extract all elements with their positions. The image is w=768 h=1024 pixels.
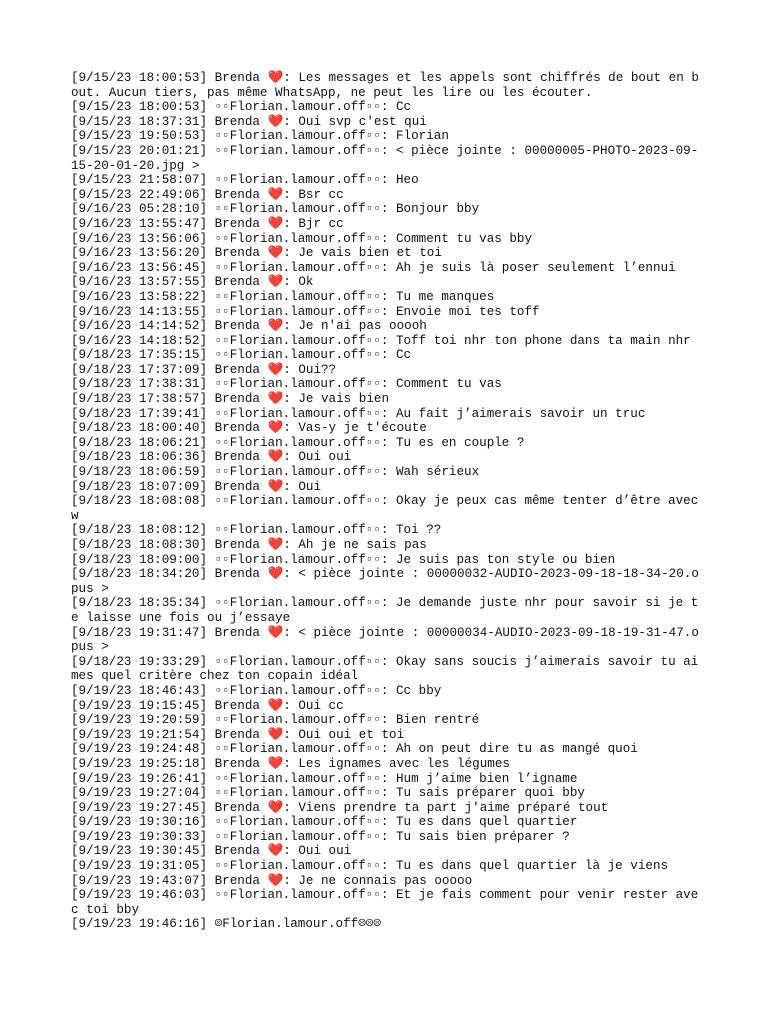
message-text: Oui svp c'est qui [298,114,427,129]
message-sender: ▫▫Florian.lamour.off▫▫ [214,202,381,217]
message-timestamp: [9/19/23 19:30:33] [71,829,208,844]
message-text: Tu me manques [396,289,495,304]
message-text: Okay sans soucis j’aimerais savoir tu aimes quel critère chez ton copain idéal [71,654,699,684]
message-line [71,815,701,830]
message-line [71,246,701,261]
message-timestamp: [9/19/23 18:46:43] [71,683,208,698]
message-text: Tu es dans quel quartier [396,815,578,830]
sender-separator: : [380,406,396,421]
message-sender: Brenda ❤️ [214,275,284,290]
message-line [71,202,701,217]
message-text: Ah je ne sais pas [298,538,427,552]
sender-separator: : [283,727,299,742]
message-text: Bonjour bby [396,202,480,217]
sender-separator: : [283,187,299,202]
sender-separator: : [380,465,396,480]
message-line [71,494,706,523]
message-line [71,363,701,378]
message-sender: ▫▫Florian.lamour.off▫▫ [214,771,381,786]
sender-separator: : [380,289,396,304]
message-timestamp: [9/18/23 18:06:21] [71,435,208,450]
message-line [71,801,701,816]
message-sender: Brenda ❤️ [214,216,284,231]
message-timestamp: [9/16/23 13:57:55] [71,275,208,290]
message-text: Wah sérieux [396,465,480,480]
message-line [71,772,701,787]
message-sender: Brenda ❤️ [214,71,284,85]
message-line [71,436,701,451]
message-text: Tu es en couple ? [396,435,525,450]
message-sender: ▫▫Florian.lamour.off▫▫ [214,406,381,421]
message-timestamp: [9/19/23 19:21:54] [71,727,208,742]
sender-separator: : [380,888,396,903]
sender-separator: : [380,786,396,801]
message-sender: ▫▫Florian.lamour.off▫▫ [214,143,381,158]
message-text: Cc [396,348,412,363]
sender-separator: : [283,71,299,85]
message-timestamp: [9/19/23 19:31:05] [71,859,208,874]
sender-separator: : [380,552,396,567]
message-timestamp: [9/18/23 18:34:20] [71,567,208,582]
message-sender: Brenda ❤️ [214,567,284,582]
message-text: Je vais bien [298,392,390,407]
message-line [71,713,701,728]
message-timestamp: [9/16/23 13:56:06] [71,231,208,246]
sender-separator: : [283,216,299,231]
sender-separator: : [283,479,299,494]
message-text: Oui oui et toi [298,727,405,742]
message-timestamp: [9/16/23 05:28:10] [71,202,208,217]
message-text: Bien rentré [396,713,480,728]
sender-separator: : [380,333,396,348]
message-timestamp: [9/18/23 18:00:40] [71,421,208,436]
sender-separator: : [380,523,396,538]
message-sender: ▫▫Florian.lamour.off▫▫ [214,683,381,698]
message-timestamp: [9/19/23 19:25:18] [71,756,208,771]
message-sender: Brenda ❤️ [214,800,284,815]
message-line [71,334,701,349]
message-line [71,553,701,568]
message-text: < pièce jointe : 00000034-AUDIO-2023-09-18-19-31-47.opus > [71,625,699,655]
message-text: Florian [396,129,449,144]
message-text: < pièce jointe : 00000005-PHOTO-2023-09-15-20-01-20.jpg > [71,143,699,173]
message-timestamp: [9/18/23 18:07:09] [71,479,208,494]
message-text: Oui [298,479,322,494]
message-timestamp: [9/19/23 19:26:41] [71,771,208,786]
message-text: Ok [298,275,314,290]
message-text: Envoie moi tes toff [396,304,540,319]
sender-separator: : [283,450,299,465]
sender-separator: : [283,246,299,261]
message-text: Comment tu vas bby [396,231,533,246]
sender-separator: : [380,713,396,728]
message-text: < pièce jointe : 00000032-AUDIO-2023-09-18-18-34-20.opus > [71,567,699,596]
sender-separator: : [283,698,299,713]
message-line [71,407,701,422]
message-text: Okay je peux cas même tenter d’être avec w [71,494,706,523]
message-sender: ▫▫Florian.lamour.off▫▫ [214,829,381,844]
message-sender: ▫▫Florian.lamour.off▫▫ [214,348,381,363]
message-timestamp: [9/16/23 13:55:47] [71,216,208,231]
message-text: Toi ?? [396,523,442,538]
message-timestamp: [9/15/23 20:01:21] [71,143,208,158]
message-text: Tu es dans quel quartier là je viens [396,859,669,874]
message-sender: ▫▫Florian.lamour.off▫▫ [214,654,381,669]
message-timestamp: [9/18/23 17:38:57] [71,392,208,407]
message-text: Oui oui [298,450,352,465]
message-sender: Brenda ❤️ [214,727,284,742]
message-timestamp: [9/19/23 19:24:48] [71,742,208,757]
sender-separator: : [283,625,299,640]
message-text: Tu sais bien préparer ? [396,829,570,844]
sender-separator: : [283,275,299,290]
message-timestamp: [9/19/23 19:27:45] [71,800,208,815]
message-sender: ☹Florian.lamour.off☹☹☹ [214,917,381,932]
sender-separator: : [380,494,396,509]
message-sender: ▫▫Florian.lamour.off▫▫ [214,173,381,188]
message-timestamp: [9/18/23 18:35:34] [71,596,208,611]
message-line [71,480,701,495]
sender-separator: : [380,304,396,319]
message-line [71,465,701,480]
message-text: Oui cc [298,698,344,713]
message-text: Je suis pas ton style ou bien [396,552,616,567]
message-line [71,917,701,932]
message-timestamp: [9/19/23 19:20:59] [71,713,208,728]
message-text: Cc [396,100,412,115]
message-sender: ▫▫Florian.lamour.off▫▫ [214,333,381,348]
message-timestamp: [9/19/23 19:15:45] [71,698,208,713]
message-line [71,699,701,714]
message-timestamp: [9/18/23 18:08:30] [71,538,208,552]
message-text: Au fait j’aimerais savoir un truc [396,406,646,421]
message-timestamp: [9/15/23 22:49:06] [71,187,208,202]
sender-separator: : [283,392,299,407]
message-sender: Brenda ❤️ [214,479,284,494]
message-text: Je demande juste nhr pour savoir si je te laisse une fois ou j’essaye [71,596,699,625]
message-line [71,450,701,465]
message-sender: Brenda ❤️ [214,756,284,771]
message-line [71,217,701,232]
message-sender: ▫▫Florian.lamour.off▫▫ [214,100,381,115]
message-sender: Brenda ❤️ [214,538,284,552]
message-sender: ▫▫Florian.lamour.off▫▫ [214,786,381,801]
message-text: Les messages et les appels sont chiffrés de bout en bout. Aucun tiers, pas même WhatsApp, ne peut les lire ou les écouter. [71,71,699,100]
message-line [71,830,701,845]
message-timestamp: [9/15/23 18:00:53] [71,71,208,85]
message-sender: ▫▫Florian.lamour.off▫▫ [214,494,381,509]
message-timestamp: [9/18/23 18:06:36] [71,450,208,465]
message-line [71,377,701,392]
sender-separator: : [380,829,396,844]
message-line [71,261,701,276]
message-line [71,859,701,874]
message-sender: ▫▫Florian.lamour.off▫▫ [214,129,381,144]
message-text: Viens prendre ta part j'aime préparé tout [298,800,609,815]
sender-separator: : [380,129,396,144]
message-timestamp: [9/18/23 18:06:59] [71,465,208,480]
message-sender: ▫▫Florian.lamour.off▫▫ [214,552,381,567]
message-text: Bjr cc [298,216,344,231]
message-text: Je n'ai pas ooooh [298,319,427,334]
message-line [71,100,701,115]
sender-separator: : [380,377,396,392]
message-sender: Brenda ❤️ [214,114,284,129]
sender-separator: : [283,421,299,436]
message-timestamp: [9/19/23 19:46:03] [71,888,208,903]
message-sender: ▫▫Florian.lamour.off▫▫ [214,596,381,611]
message-sender: Brenda ❤️ [214,187,284,202]
message-timestamp: [9/15/23 19:50:53] [71,129,208,144]
sender-separator: : [283,756,299,771]
message-sender: ▫▫Florian.lamour.off▫▫ [214,742,381,757]
message-line [71,655,701,684]
sender-separator: : [283,567,299,582]
message-line [71,319,701,334]
message-text: Toff toi nhr ton phone dans ta main nhr [396,333,691,348]
sender-separator: : [283,800,299,815]
message-line [71,538,701,553]
message-sender: ▫▫Florian.lamour.off▫▫ [214,465,381,480]
message-line [71,626,701,655]
sender-separator: : [283,319,299,334]
message-line [71,874,701,889]
message-line [71,144,701,173]
sender-separator: : [283,873,299,888]
message-line [71,348,701,363]
message-line [71,888,701,917]
sender-separator: : [283,538,299,552]
sender-separator: : [283,844,299,859]
message-line [71,421,701,436]
message-timestamp: [9/19/23 19:30:45] [71,844,208,859]
message-line [71,115,701,130]
sender-separator: : [380,173,396,188]
message-sender: Brenda ❤️ [214,450,284,465]
message-timestamp: [9/18/23 17:38:31] [71,377,208,392]
message-sender: Brenda ❤️ [214,698,284,713]
message-timestamp: [9/18/23 17:35:15] [71,348,208,363]
message-timestamp: [9/18/23 17:37:09] [71,362,208,377]
message-timestamp: [9/19/23 19:46:16] [71,917,208,932]
message-timestamp: [9/16/23 14:18:52] [71,333,208,348]
sender-separator: : [380,771,396,786]
message-text: Ah je suis là poser seulement l’ennui [396,260,676,275]
message-timestamp: [9/18/23 18:09:00] [71,552,208,567]
message-sender: ▫▫Florian.lamour.off▫▫ [214,435,381,450]
message-timestamp: [9/18/23 19:31:47] [71,625,208,640]
chat-transcript [71,71,706,932]
sender-separator: : [380,742,396,757]
message-text: Oui oui [298,844,352,859]
message-sender: ▫▫Florian.lamour.off▫▫ [214,815,381,830]
message-timestamp: [9/15/23 18:37:31] [71,114,208,129]
sender-separator: : [380,859,396,874]
message-line [71,684,701,699]
sender-separator: : [380,596,396,611]
message-timestamp: [9/16/23 14:13:55] [71,304,208,319]
sender-separator: : [380,231,396,246]
message-sender: ▫▫Florian.lamour.off▫▫ [214,260,381,275]
message-timestamp: [9/15/23 18:00:53] [71,100,208,115]
message-timestamp: [9/18/23 19:33:29] [71,654,208,669]
message-line [71,728,701,743]
message-text: Vas-y je t'écoute [298,421,427,436]
message-line [71,188,701,203]
message-line [71,392,701,407]
message-text: Oui?? [298,362,337,377]
message-sender: ▫▫Florian.lamour.off▫▫ [214,289,381,304]
message-text: Heo [396,173,419,188]
message-timestamp: [9/15/23 21:58:07] [71,173,208,188]
message-line [71,173,701,188]
message-text: Hum j’aime bien l’igname [396,771,578,786]
message-sender: ▫▫Florian.lamour.off▫▫ [214,231,381,246]
message-sender: ▫▫Florian.lamour.off▫▫ [214,713,381,728]
message-text: Je ne connais pas ooooo [298,873,473,888]
message-text: Les ignames avec les légumes [298,756,510,771]
message-line [71,757,701,772]
sender-separator: : [380,260,396,275]
message-sender: ▫▫Florian.lamour.off▫▫ [214,859,381,874]
message-text: Ah on peut dire tu as mangé quoi [396,742,638,757]
sender-separator: : [380,348,396,363]
message-timestamp: [9/19/23 19:43:07] [71,873,208,888]
message-sender: ▫▫Florian.lamour.off▫▫ [214,888,381,903]
sender-separator: : [283,362,299,377]
message-text: Comment tu vas [396,377,502,392]
message-line [71,129,701,144]
message-line [71,523,701,538]
message-sender: ▫▫Florian.lamour.off▫▫ [214,523,381,538]
message-text: Je vais bien et toi [298,246,442,261]
sender-separator: : [380,202,396,217]
message-sender: Brenda ❤️ [214,392,284,407]
message-sender: Brenda ❤️ [214,844,284,859]
message-sender: ▫▫Florian.lamour.off▫▫ [214,377,381,392]
sender-separator: : [380,654,396,669]
message-sender: Brenda ❤️ [214,319,284,334]
message-text: Bsr cc [298,187,344,202]
sender-separator: : [380,683,396,698]
message-timestamp: [9/16/23 13:56:20] [71,246,208,261]
message-timestamp: [9/19/23 19:27:04] [71,786,208,801]
message-line [71,232,701,247]
message-text: Cc bby [396,683,442,698]
sender-separator: : [380,143,396,158]
message-line [71,567,701,596]
message-sender: Brenda ❤️ [214,246,284,261]
message-timestamp: [9/16/23 14:14:52] [71,319,208,334]
message-text: Tu sais préparer quoi bby [396,786,585,801]
message-timestamp: [9/16/23 13:58:22] [71,289,208,304]
sender-separator: : [283,114,299,129]
message-timestamp: [9/18/23 18:08:08] [71,494,208,509]
sender-separator: : [380,815,396,830]
message-line [71,786,701,801]
message-timestamp: [9/18/23 17:39:41] [71,406,208,421]
message-line [71,290,701,305]
message-text: Et je fais comment pour venir rester avec toi bby [71,888,699,917]
message-sender: ▫▫Florian.lamour.off▫▫ [214,304,381,319]
message-line [71,71,701,100]
message-timestamp: [9/19/23 19:30:16] [71,815,208,830]
message-line [71,742,701,757]
message-sender: Brenda ❤️ [214,625,284,640]
message-timestamp: [9/18/23 18:08:12] [71,523,208,538]
message-timestamp: [9/16/23 13:56:45] [71,260,208,275]
message-line [71,596,701,625]
message-line [71,305,701,320]
sender-separator: : [380,435,396,450]
sender-separator: : [380,100,396,115]
message-sender: Brenda ❤️ [214,421,284,436]
message-line [71,844,701,859]
message-line [71,275,701,290]
message-sender: Brenda ❤️ [214,362,284,377]
message-sender: Brenda ❤️ [214,873,284,888]
